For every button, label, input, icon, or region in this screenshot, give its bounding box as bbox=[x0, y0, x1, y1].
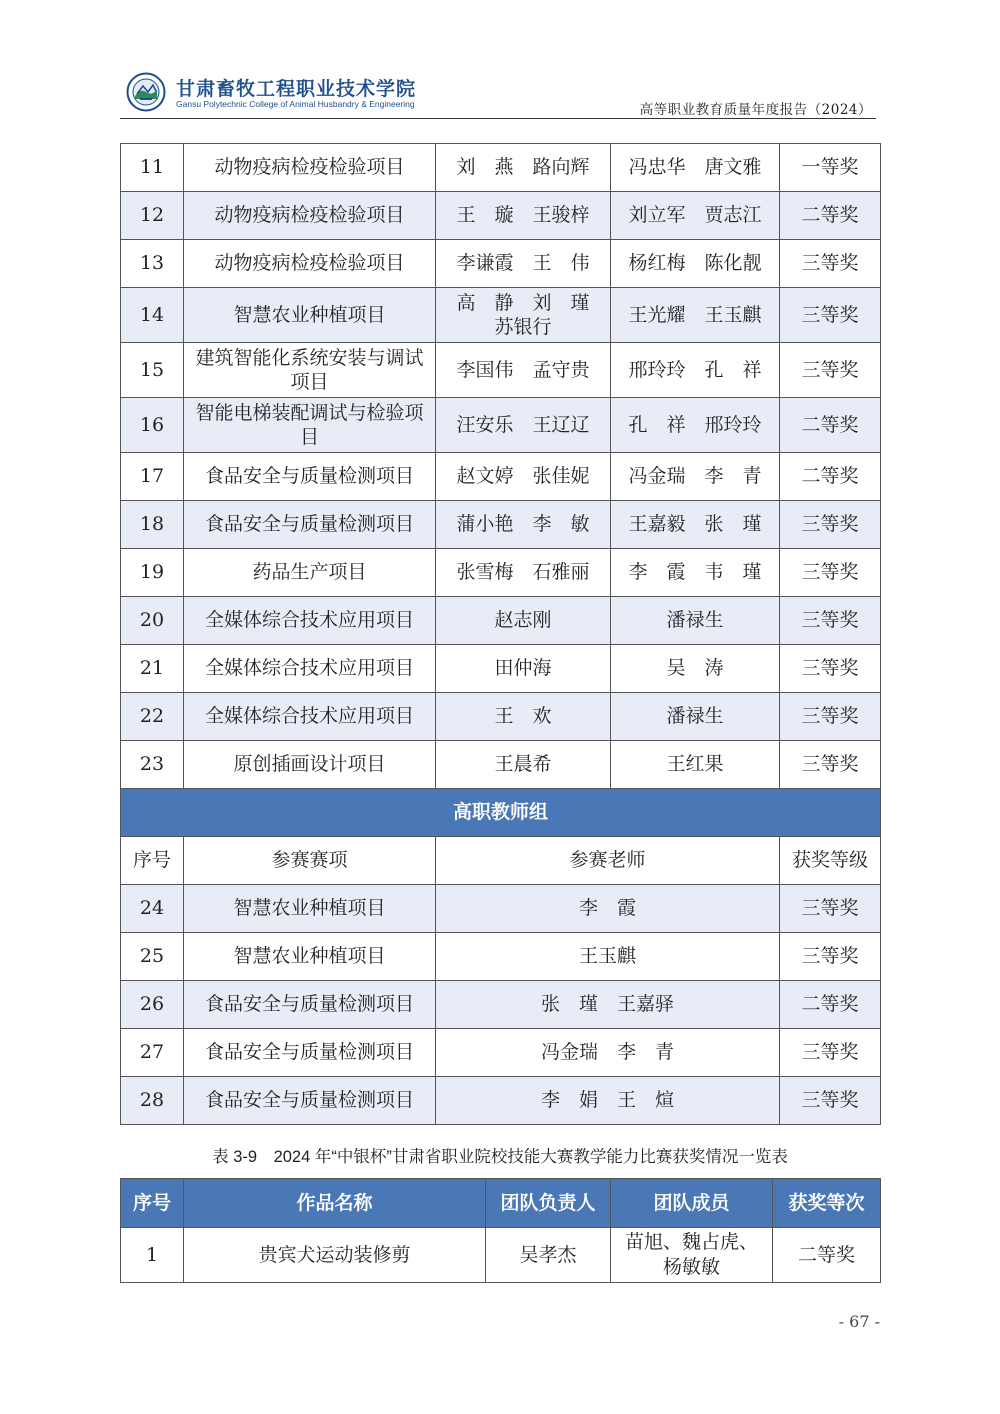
competition-item: 原创插画设计项目 bbox=[184, 741, 436, 789]
table-row bbox=[121, 645, 881, 693]
row-number: 18 bbox=[121, 501, 184, 549]
participating-students: 李谦霞 王 伟 bbox=[436, 240, 611, 288]
award-level: 二等奖 bbox=[773, 1228, 881, 1283]
instructor-teachers: 吴 涛 bbox=[611, 645, 780, 693]
table-caption: 表 3-9 2024 年“中银杯”甘肃省职业院校技能大赛教学能力比赛获奖情况一览表 bbox=[212, 1148, 788, 1166]
row-number: 20 bbox=[121, 597, 184, 645]
work-title: 贵宾犬运动装修剪 bbox=[184, 1228, 486, 1283]
table-row bbox=[121, 1029, 881, 1077]
award-level: 三等奖 bbox=[780, 549, 881, 597]
row-number: 16 bbox=[121, 398, 184, 453]
row-number: 19 bbox=[121, 549, 184, 597]
header-teachers: 参赛老师 bbox=[436, 837, 780, 885]
header-work: 作品名称 bbox=[184, 1179, 486, 1228]
award-level: 二等奖 bbox=[780, 192, 881, 240]
instructor-teachers: 冯忠华 唐文雅 bbox=[611, 144, 780, 192]
header-no: 序号 bbox=[121, 837, 184, 885]
competition-item: 建筑智能化系统安装与调试项目 bbox=[184, 343, 436, 398]
participating-students: 王 璇 王骏梓 bbox=[436, 192, 611, 240]
instructor-teachers: 王嘉毅 张 瑾 bbox=[611, 501, 780, 549]
table-row bbox=[121, 398, 881, 453]
instructor-teachers: 潘禄生 bbox=[611, 693, 780, 741]
header-award: 获奖等级 bbox=[780, 837, 881, 885]
participating-students: 王晨希 bbox=[436, 741, 611, 789]
header-no: 序号 bbox=[121, 1179, 184, 1228]
table-header-row bbox=[121, 1179, 881, 1228]
header-item: 参赛赛项 bbox=[184, 837, 436, 885]
award-level: 三等奖 bbox=[780, 645, 881, 693]
team-leader: 吴孝杰 bbox=[486, 1228, 611, 1283]
table-row bbox=[121, 1077, 881, 1125]
award-level: 三等奖 bbox=[780, 240, 881, 288]
award-level: 三等奖 bbox=[780, 1077, 881, 1125]
participating-teachers: 李 娟 王 煊 bbox=[436, 1077, 780, 1125]
participating-teachers: 王玉麒 bbox=[436, 933, 780, 981]
row-number: 15 bbox=[121, 343, 184, 398]
instructor-teachers: 潘禄生 bbox=[611, 597, 780, 645]
participating-students: 赵志刚 bbox=[436, 597, 611, 645]
participating-students: 王 欢 bbox=[436, 693, 611, 741]
instructor-teachers: 刘立军 贾志江 bbox=[611, 192, 780, 240]
table-row bbox=[121, 288, 881, 343]
award-level: 三等奖 bbox=[780, 741, 881, 789]
table-row bbox=[121, 885, 881, 933]
participating-teachers: 李 霞 bbox=[436, 885, 780, 933]
participating-students: 蒲小艳 李 敏 bbox=[436, 501, 611, 549]
competition-item: 智慧农业种植项目 bbox=[184, 288, 436, 343]
competition-item: 动物疫病检疫检验项目 bbox=[184, 240, 436, 288]
table-row bbox=[121, 453, 881, 501]
award-level: 二等奖 bbox=[780, 398, 881, 453]
competition-item: 智能电梯装配调试与检验项目 bbox=[184, 398, 436, 453]
row-number: 11 bbox=[121, 144, 184, 192]
participating-students: 李国伟 孟守贵 bbox=[436, 343, 611, 398]
row-number: 26 bbox=[121, 981, 184, 1029]
participating-students: 张雪梅 石雅丽 bbox=[436, 549, 611, 597]
competition-item: 动物疫病检疫检验项目 bbox=[184, 192, 436, 240]
competition-item: 食品安全与质量检测项目 bbox=[184, 1077, 436, 1125]
award-table-teaching-ability bbox=[120, 1178, 881, 1283]
group-title-row bbox=[121, 789, 881, 837]
competition-item: 食品安全与质量检测项目 bbox=[184, 1029, 436, 1077]
instructor-teachers: 冯金瑞 李 青 bbox=[611, 453, 780, 501]
competition-item: 食品安全与质量检测项目 bbox=[184, 981, 436, 1029]
award-level: 三等奖 bbox=[780, 933, 881, 981]
award-level: 三等奖 bbox=[780, 693, 881, 741]
report-title: 高等职业教育质量年度报告（2024） bbox=[639, 102, 872, 118]
row-number: 27 bbox=[121, 1029, 184, 1077]
table-row bbox=[121, 693, 881, 741]
participating-teachers: 张 瑾 王嘉驿 bbox=[436, 981, 780, 1029]
row-number: 21 bbox=[121, 645, 184, 693]
table-row bbox=[121, 240, 881, 288]
row-number: 14 bbox=[121, 288, 184, 343]
instructor-teachers: 李 霞 韦 瑾 bbox=[611, 549, 780, 597]
competition-item: 智慧农业种植项目 bbox=[184, 885, 436, 933]
participating-students: 田仲海 bbox=[436, 645, 611, 693]
page-number: - 67 - bbox=[838, 1312, 880, 1331]
row-number: 23 bbox=[121, 741, 184, 789]
school-name-en: Gansu Polytechnic College of Animal Husbandry & Engineering bbox=[176, 99, 415, 109]
row-number: 17 bbox=[121, 453, 184, 501]
award-level: 一等奖 bbox=[780, 144, 881, 192]
instructor-teachers: 王光耀 王玉麒 bbox=[611, 288, 780, 343]
competition-item: 食品安全与质量检测项目 bbox=[184, 501, 436, 549]
award-level: 三等奖 bbox=[780, 885, 881, 933]
table-row bbox=[121, 549, 881, 597]
competition-item: 食品安全与质量检测项目 bbox=[184, 453, 436, 501]
award-level: 二等奖 bbox=[780, 981, 881, 1029]
table-row bbox=[121, 597, 881, 645]
participating-students: 高 静 刘 瑾 苏银行 bbox=[436, 288, 611, 343]
instructor-teachers: 邢玲玲 孔 祥 bbox=[611, 343, 780, 398]
table-row bbox=[121, 981, 881, 1029]
header-members: 团队成员 bbox=[611, 1179, 773, 1228]
team-members: 苗旭、魏占虎、 杨敏敏 bbox=[611, 1228, 773, 1283]
award-level: 三等奖 bbox=[780, 1029, 881, 1077]
row-number: 24 bbox=[121, 885, 184, 933]
table-row bbox=[121, 144, 881, 192]
award-level: 三等奖 bbox=[780, 597, 881, 645]
school-emblem-icon bbox=[126, 72, 166, 112]
competition-item: 全媒体综合技术应用项目 bbox=[184, 645, 436, 693]
competition-item: 全媒体综合技术应用项目 bbox=[184, 597, 436, 645]
group-title: 高职教师组 bbox=[121, 789, 881, 837]
participating-students: 刘 燕 路向辉 bbox=[436, 144, 611, 192]
competition-item: 全媒体综合技术应用项目 bbox=[184, 693, 436, 741]
school-name-cn: 甘肃畜牧工程职业技术学院 bbox=[176, 78, 417, 100]
table-row bbox=[121, 343, 881, 398]
header-divider bbox=[120, 118, 876, 119]
award-level: 三等奖 bbox=[780, 343, 881, 398]
award-level: 三等奖 bbox=[780, 288, 881, 343]
page-header bbox=[120, 68, 880, 120]
row-number: 22 bbox=[121, 693, 184, 741]
row-number: 1 bbox=[121, 1228, 184, 1283]
header-award: 获奖等次 bbox=[773, 1179, 881, 1228]
instructor-teachers: 王红果 bbox=[611, 741, 780, 789]
table-row bbox=[121, 192, 881, 240]
award-level: 三等奖 bbox=[780, 501, 881, 549]
row-number: 25 bbox=[121, 933, 184, 981]
competition-item: 药品生产项目 bbox=[184, 549, 436, 597]
instructor-teachers: 杨红梅 陈化靓 bbox=[611, 240, 780, 288]
row-number: 13 bbox=[121, 240, 184, 288]
participating-students: 汪安乐 王辽辽 bbox=[436, 398, 611, 453]
award-level: 二等奖 bbox=[780, 453, 881, 501]
table-row bbox=[121, 501, 881, 549]
teacher-group-header-row bbox=[121, 837, 881, 885]
table-row bbox=[121, 933, 881, 981]
competition-item: 智慧农业种植项目 bbox=[184, 933, 436, 981]
row-number: 12 bbox=[121, 192, 184, 240]
participating-students: 赵文婷 张佳妮 bbox=[436, 453, 611, 501]
participating-teachers: 冯金瑞 李 青 bbox=[436, 1029, 780, 1077]
row-number: 28 bbox=[121, 1077, 184, 1125]
competition-item: 动物疫病检疫检验项目 bbox=[184, 144, 436, 192]
award-table-students-teachers bbox=[120, 143, 881, 1125]
table-row bbox=[121, 741, 881, 789]
header-leader: 团队负责人 bbox=[486, 1179, 611, 1228]
table-row bbox=[121, 1228, 881, 1283]
instructor-teachers: 孔 祥 邢玲玲 bbox=[611, 398, 780, 453]
